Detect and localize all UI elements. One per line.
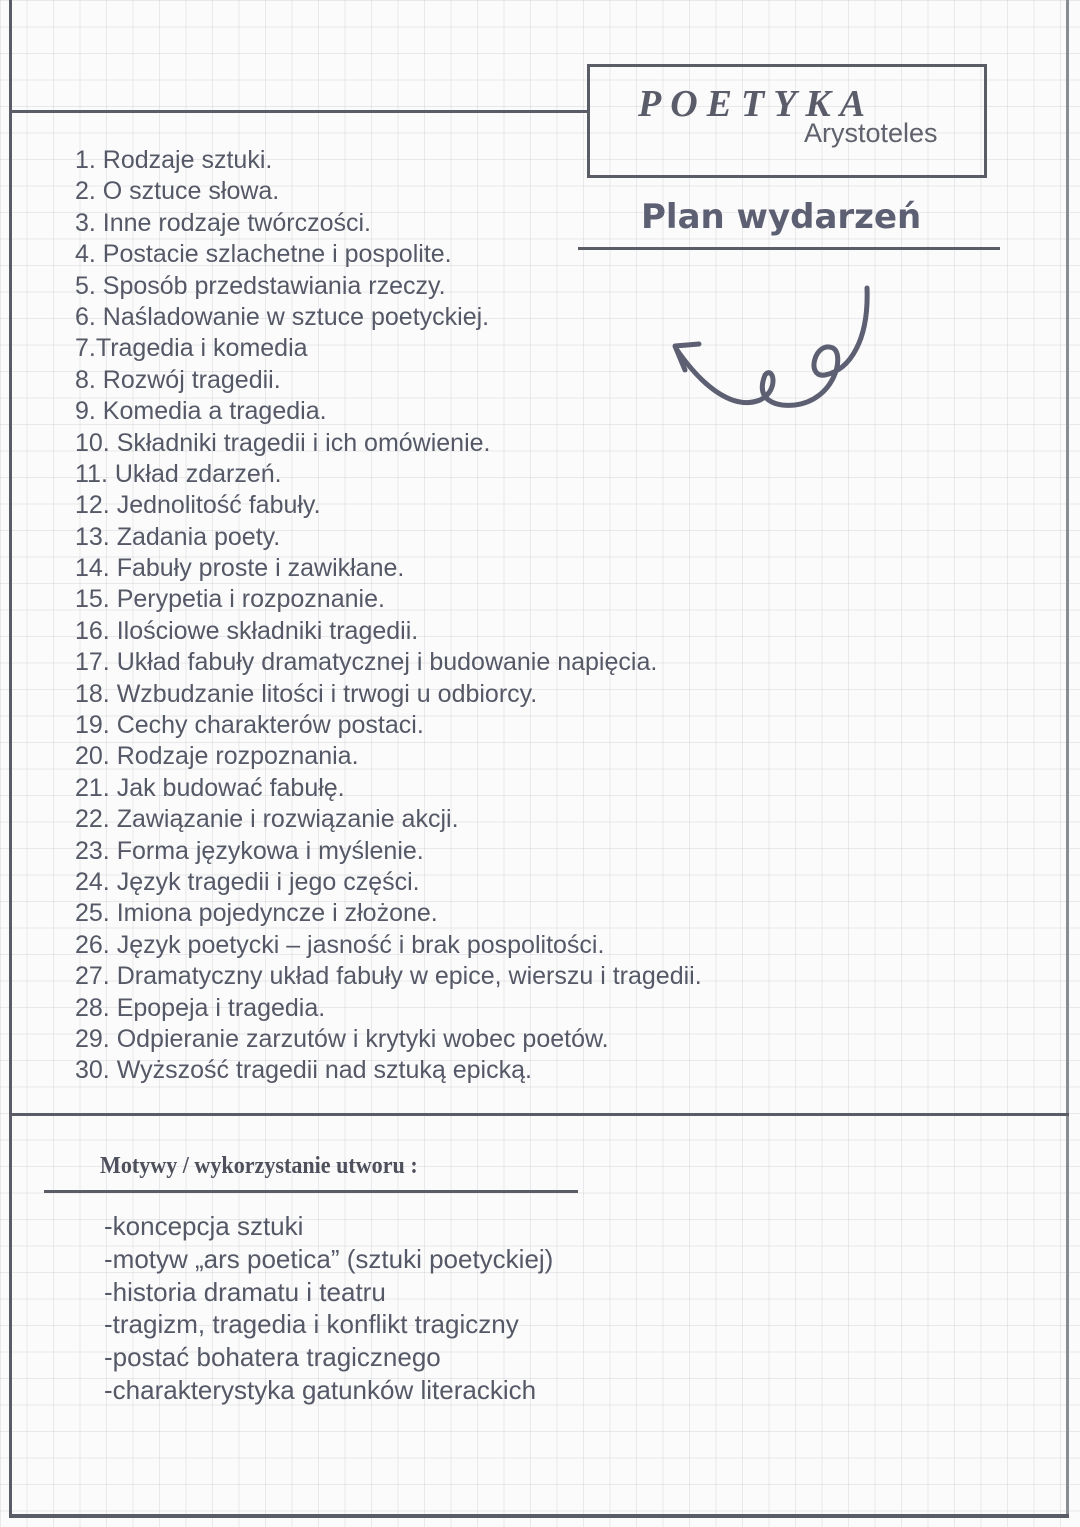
plan-item: 10. Składniki tragedii i ich omówienie.	[75, 428, 491, 457]
motif-item: -tragizm, tragedia i konflikt tragiczny	[104, 1309, 519, 1340]
top-divider	[9, 110, 589, 113]
plan-item: 11. Układ zdarzeń.	[75, 459, 282, 488]
plan-item: 23. Forma językowa i myślenie.	[75, 836, 424, 865]
plan-item: 22. Zawiązanie i rozwiązanie akcji.	[75, 805, 459, 834]
right-border	[1066, 0, 1069, 1517]
plan-item: 6. Naśladowanie w sztuce poetyckiej.	[75, 302, 490, 331]
motif-item: -koncepcja sztuki	[104, 1211, 304, 1241]
plan-item: 27. Dramatyczny układ fabuły w epice, wierszu i tragedii.	[75, 962, 702, 991]
section-divider	[9, 1113, 1069, 1116]
motifs-list	[104, 1210, 553, 1407]
plan-item: 14. Fabuły proste i zawikłane.	[75, 554, 405, 583]
plan-item: 29. Odpieranie zarzutów i krytyki wobec poetów.	[75, 1024, 609, 1053]
plan-item: 13. Zadania poety.	[75, 522, 281, 551]
plan-item: 15. Perypetia i rozpoznanie.	[75, 585, 385, 614]
motif-item: -historia dramatu i teatru	[104, 1276, 386, 1307]
plan-item: 1. Rodzaje sztuki.	[75, 146, 273, 174]
motifs-underline	[44, 1190, 578, 1193]
plan-item: 4. Postacie szlachetne i pospolite.	[75, 240, 452, 269]
plan-item: 16. Ilościowe składniki tragedii.	[75, 616, 419, 645]
plan-item: 2. O sztuce słowa.	[75, 177, 280, 206]
plan-item: 30. Wyższość tragedii nad sztuką epicką.	[75, 1056, 532, 1085]
plan-item: 20. Rodzaje rozpoznania.	[75, 742, 359, 771]
plan-item: 19. Cechy charakterów postaci.	[75, 711, 424, 740]
motif-item: -postać bohatera tragicznego	[104, 1342, 441, 1373]
plan-item: 24. Język tragedii i jego części.	[75, 867, 420, 896]
plan-item: 12. Jednolitość fabuły.	[75, 491, 321, 520]
plan-item: 5. Sposób przedstawiania rzeczy.	[75, 271, 446, 300]
plan-list	[75, 145, 702, 1087]
plan-item: 25. Imiona pojedyncze i złożone.	[75, 899, 438, 928]
section-title: Plan wydarzeń	[641, 197, 922, 237]
plan-item: 28. Epopeja i tragedia.	[75, 993, 326, 1022]
plan-item: 21. Jak budować fabułę.	[75, 773, 345, 802]
plan-item: 8. Rozwój tragedii.	[75, 365, 281, 394]
left-border	[9, 0, 12, 1517]
bottom-border	[9, 1514, 1069, 1518]
plan-item: 17. Układ fabuły dramatycznej i budowanie napięcia.	[75, 648, 658, 677]
motif-item: -charakterystyka gatunków literackich	[104, 1374, 537, 1405]
motifs-title: Motywy / wykorzystanie utworu :	[100, 1153, 418, 1179]
page-title: POETYKA	[638, 83, 875, 125]
motif-item: -motyw „ars poetica” (sztuki poetyckiej)	[104, 1243, 554, 1274]
plan-item: 3. Inne rodzaje twórczości.	[75, 208, 371, 237]
author: Arystoteles	[804, 118, 938, 148]
plan-item: 9. Komedia a tragedia.	[75, 397, 327, 426]
plan-item: 7.Tragedia i komedia	[75, 334, 308, 363]
plan-item: 18. Wzbudzanie litości i trwogi u odbiorcy.	[75, 679, 538, 708]
plan-item: 26. Język poetycki – jasność i brak pospolitości.	[75, 930, 605, 959]
